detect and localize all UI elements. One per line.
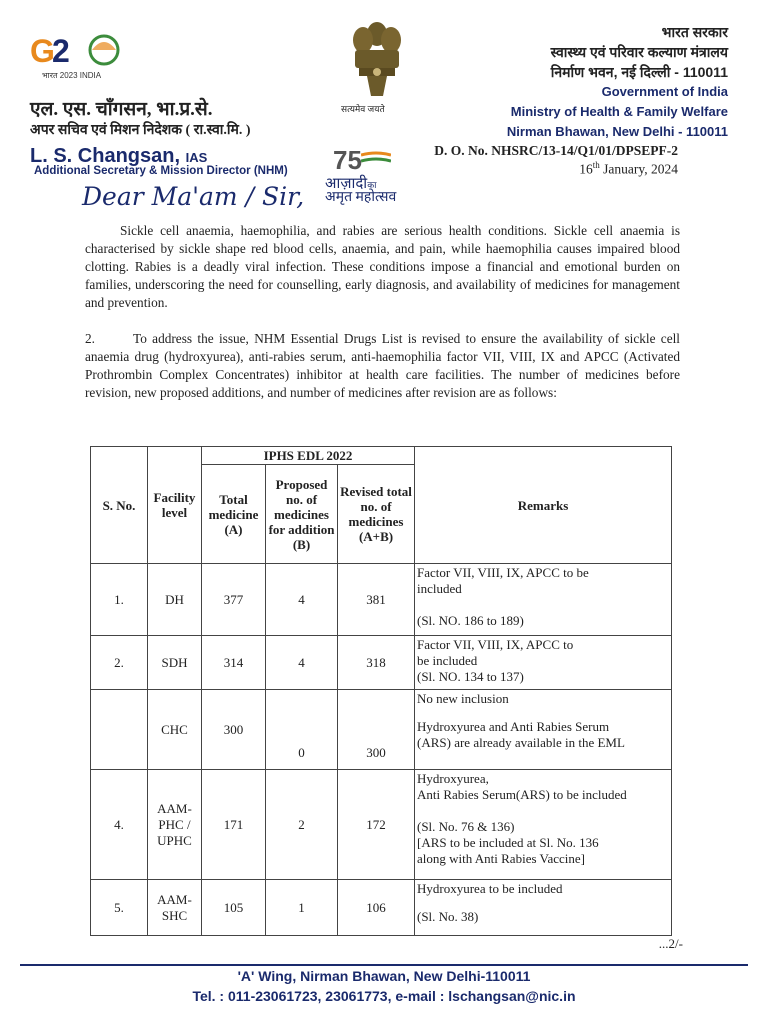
- table-row: [91, 564, 672, 636]
- paragraph-2: [85, 330, 680, 402]
- cell-proposed: 2: [266, 770, 338, 880]
- remark-line: (Sl. No. 38): [417, 909, 479, 924]
- footer-address: 'A' Wing, Nirman Bhawan, New Delhi-110011: [237, 968, 531, 984]
- header-total: Total medicine (A): [202, 465, 266, 564]
- remark-line: (ARS) are already available in the EML: [417, 735, 625, 750]
- header-group: IPHS EDL 2022: [202, 447, 415, 465]
- cell-proposed: 1: [266, 880, 338, 936]
- cell-total: 300: [202, 690, 266, 770]
- cell-facility: CHC: [148, 690, 202, 770]
- azadi-logo: [325, 145, 440, 205]
- header-proposed: Proposed no. of medicines for addition (B): [266, 465, 338, 564]
- g20-subtitle: भारत 2023 INDIA: [42, 71, 102, 80]
- cell-remarks: [415, 880, 672, 936]
- cell-total: 314: [202, 636, 266, 690]
- tricolor-icon: [361, 151, 391, 167]
- remark-line: Anti Rabies Serum(ARS) to be included: [417, 787, 627, 802]
- lion-capital-icon: [345, 20, 409, 100]
- ministry-english-1: Government of India: [601, 84, 728, 99]
- cell-remarks: [415, 564, 672, 636]
- cell-proposed: 4: [266, 636, 338, 690]
- ministry-hindi-1: भारत सरकार: [661, 24, 728, 40]
- g20-logo: [30, 30, 140, 82]
- cell-revised: 300: [338, 690, 415, 770]
- emblem-motto: सत्यमेव जयते: [341, 104, 385, 114]
- date-day: 16: [579, 161, 593, 177]
- cell-facility: AAM-PHC / UPHC: [148, 770, 202, 880]
- hindi-title: अपर सचिव एवं मिशन निदेशक ( रा.स्वा.मि. ): [30, 123, 251, 138]
- remark-line: (Sl. NO. 186 to 189): [417, 613, 524, 628]
- cell-remarks: [415, 690, 672, 770]
- cell-proposed: 4: [266, 564, 338, 636]
- paragraph-1: Sickle cell anaemia, haemophilia, and rabies are serious health conditions. Sickle cell anaemia is characterised by sickle shape red blood cells, anaemia, and pain, while haemophilia causes impaired blood clotting. Rabies is a deadly viral infection. These conditions impose a financial and emotional burden on families, underscoring the need for counselling, early diagnosis, and availability of medicines for management and prevention.: [85, 223, 680, 310]
- remark-line: along with Anti Rabies Vaccine]: [417, 851, 586, 866]
- ministry-hindi-2: स्वास्थ्य एवं परिवार कल्याण मंत्रालय: [550, 44, 728, 60]
- cell-facility: AAM-SHC: [148, 880, 202, 936]
- english-title: Additional Secretary & Mission Director (NHM): [34, 165, 288, 177]
- cell-proposed: 0: [266, 690, 338, 770]
- table-row: [91, 690, 672, 770]
- ministry-english-3: Nirman Bhawan, New Delhi - 110011: [506, 124, 728, 139]
- remark-line: No new inclusion: [417, 691, 509, 706]
- cell-revised: 381: [338, 564, 415, 636]
- cell-revised: 318: [338, 636, 415, 690]
- cell-sno: 1.: [91, 564, 148, 636]
- remark-line: Factor VII, VIII, IX, APCC to: [417, 637, 574, 652]
- azadi-75: 75: [333, 145, 362, 175]
- table-row: [91, 770, 672, 880]
- footer-contact: Tel. : 011-23061723, 23061773, e-mail : lschangsan@nic.in: [192, 988, 576, 1004]
- cell-remarks: [415, 770, 672, 880]
- cell-facility: SDH: [148, 636, 202, 690]
- page-continuation: ...2/-: [658, 936, 683, 951]
- english-name-suffix: IAS: [185, 150, 208, 165]
- cell-total: 377: [202, 564, 266, 636]
- ministry-block: [507, 22, 728, 142]
- remark-line: (Sl. No. 76 & 136): [417, 819, 515, 834]
- table-row: [91, 880, 672, 936]
- remark-line: (Sl. NO. 134 to 137): [417, 669, 524, 684]
- cell-total: 171: [202, 770, 266, 880]
- footer-divider: [20, 964, 748, 966]
- header-sno: S. No.: [91, 447, 148, 564]
- header-revised: Revised total no. of medicines (A+B): [338, 465, 415, 564]
- svg-text:2: 2: [52, 33, 70, 69]
- azadi-text-2: अमृत महोत्सव: [325, 190, 397, 205]
- remark-line: Hydroxyurea,: [417, 771, 489, 786]
- svg-text:G: G: [30, 33, 55, 69]
- cell-sno: 4.: [91, 770, 148, 880]
- remark-line: Hydroxyurea to be included: [417, 881, 563, 896]
- remark-line: included: [417, 581, 462, 596]
- header-remarks: Remarks: [415, 447, 672, 564]
- ministry-hindi-3: निर्माण भवन, नई दिल्ली - 110011: [550, 64, 728, 80]
- remark-line: Factor VII, VIII, IX, APCC to be: [417, 565, 589, 580]
- azadi-word: आज़ादी: [325, 176, 368, 192]
- cell-remarks: [415, 636, 672, 690]
- cell-revised: 172: [338, 770, 415, 880]
- cell-sno: [91, 690, 148, 770]
- date-rest: January, 2024: [599, 161, 678, 177]
- ministry-english-2: Ministry of Health & Family Welfare: [510, 104, 728, 119]
- english-name-text: L. S. Changsan,: [30, 145, 181, 167]
- cell-revised: 106: [338, 880, 415, 936]
- header-facility: Facility level: [148, 447, 202, 564]
- remark-line: [417, 803, 669, 819]
- salutation: Dear Ma'am / Sir,: [82, 182, 305, 211]
- remark-line: [417, 897, 669, 909]
- remark-line: Hydroxyurea and Anti Rabies Serum: [417, 719, 610, 734]
- remark-line: be included: [417, 653, 478, 668]
- hindi-name: एल. एस. चाँगसन, भा.प्र.से.: [30, 99, 213, 120]
- letter-date: [579, 160, 678, 178]
- remark-line: [ARS to be included at Sl. No. 136: [417, 835, 599, 850]
- national-emblem: [341, 20, 409, 115]
- edl-table: [90, 446, 672, 936]
- cell-facility: DH: [148, 564, 202, 636]
- cell-total: 105: [202, 880, 266, 936]
- remark-line: [417, 707, 669, 719]
- azadi-ka: का: [367, 180, 377, 190]
- cell-sno: 5.: [91, 880, 148, 936]
- reference-number: D. O. No. NHSRC/13-14/Q1/01/DPSEPF-2: [434, 143, 678, 158]
- remark-line: [417, 597, 669, 613]
- table-header-row-1: [91, 447, 672, 465]
- paragraph-2-number: 2.: [85, 331, 95, 346]
- cell-sno: 2.: [91, 636, 148, 690]
- paragraph-2-text: To address the issue, NHM Essential Drugs List is revised to ensure the availability of sickle cell anaemia drug (hydroxyurea), anti-rabies serum, anti-haemophilia factor VII, VIII, IX and APCC (Activated Prothrombin Complex Concentrates) inhibitor at health care facilities. The number of medicines before revision, new proposed additions, and number of medicines after revision are as follows:: [85, 331, 680, 400]
- table-row: [91, 636, 672, 690]
- date-suffix: th: [592, 160, 600, 170]
